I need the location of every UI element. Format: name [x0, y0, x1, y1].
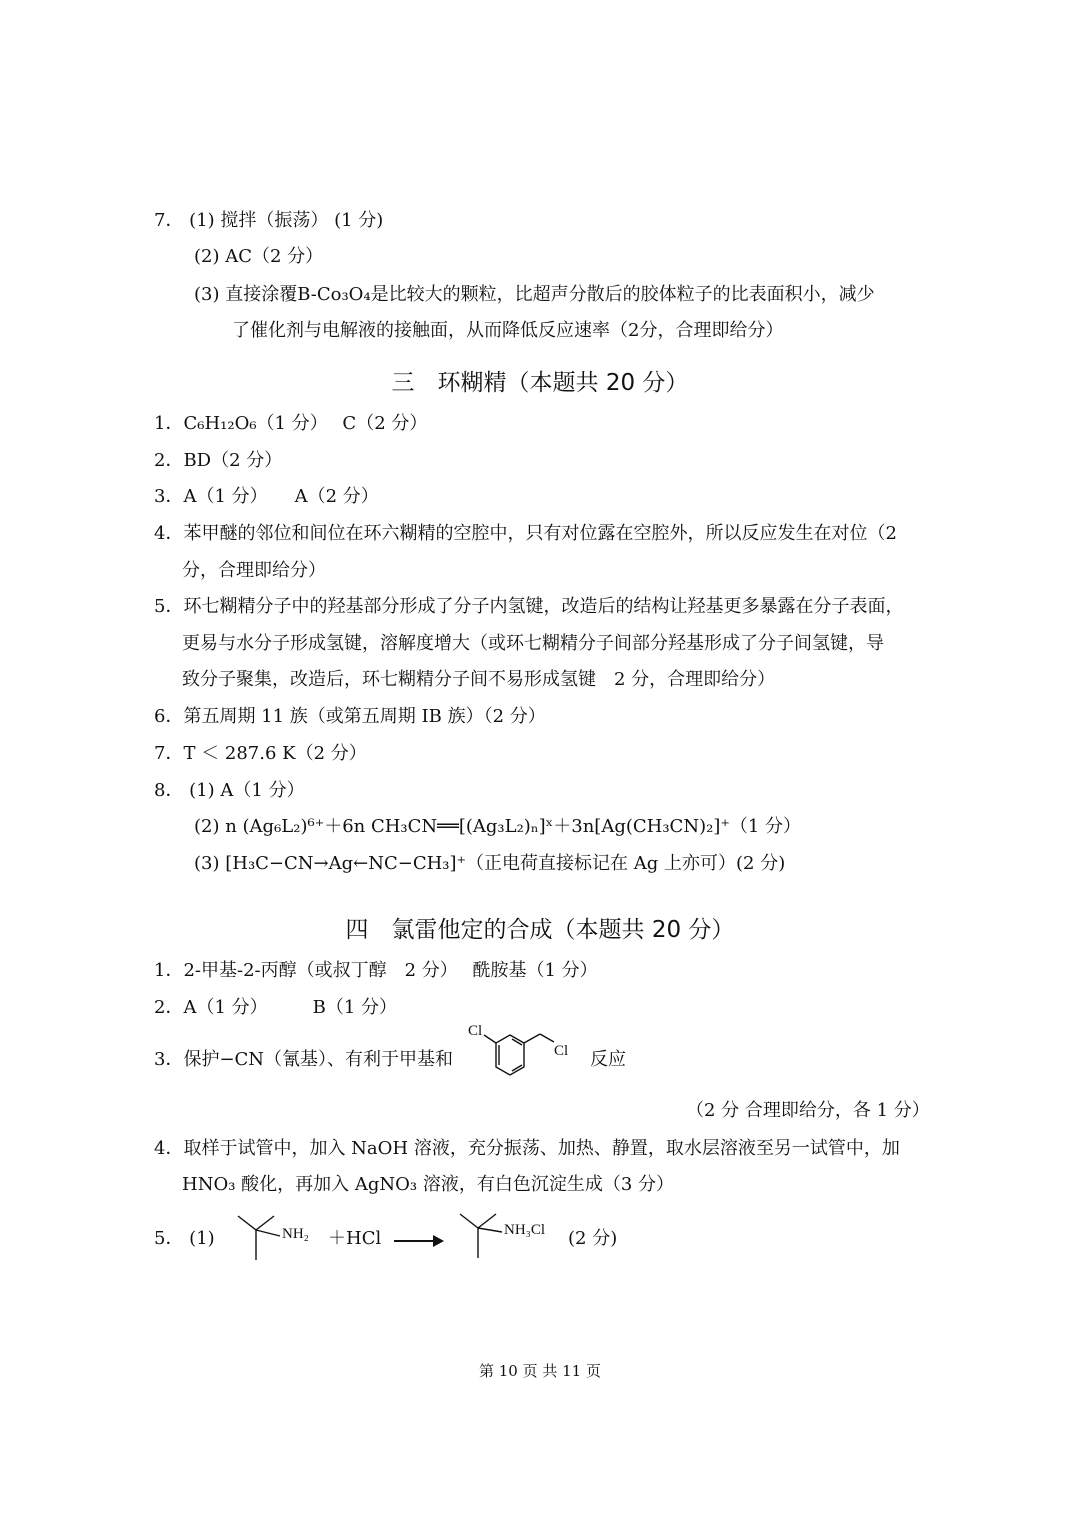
- q7-line-3: (3) 直接涂覆B-Co₃O₄是比较大的颗粒，比超声分散后的胶体粒子的比表面积小，减少: [194, 284, 875, 305]
- section-4-title: 四 氯雷他定的合成（本题共 20 分）: [345, 917, 735, 943]
- s4-line-6-label: 5． (1): [154, 1228, 215, 1249]
- s4-line-2: 2．A（1 分） B（1 分）: [154, 997, 398, 1018]
- s4-line-3-text: 3．保护−CN（氰基）、有利于甲基和: [154, 1049, 454, 1070]
- s4-line-6-hcl: ＋HCl: [328, 1228, 382, 1249]
- s3-line-9: 6．第五周期 11 族（或第五周期 IB 族）（2 分）: [154, 706, 546, 727]
- cl-label-ring: Cl: [468, 1023, 483, 1039]
- cl-label-benzyl: Cl: [554, 1043, 569, 1059]
- s4-line-3-suffix: 反应: [590, 1049, 626, 1070]
- tert-butylammonium-chloride-structure: [452, 1202, 562, 1266]
- nh3cl-label: NH₃Cl: [504, 1222, 546, 1238]
- s3-line-5: 分，合理即给分）: [182, 560, 326, 581]
- reaction-arrow: [394, 1240, 442, 1242]
- page-footer: 第 10 页 共 11 页: [478, 1362, 601, 1380]
- chlorobenzyl-chloride-structure: [468, 1025, 598, 1089]
- s3-line-13: (3) [H₃C−CN→Ag←NC−CH₃]⁺（正电荷直接标记在 Ag 上亦可）(2 分): [194, 853, 786, 874]
- nh2-label: NH₂: [282, 1226, 309, 1242]
- s4-line-4: 4．取样于试管中，加入 NaOH 溶液，充分振荡、加热、静置，取水层溶液至另一试管中，加: [154, 1138, 900, 1159]
- s4-line-3-score: （2 分 合理即给分，各 1 分）: [686, 1100, 930, 1121]
- q7-line-2: (2) AC（2 分）: [194, 246, 324, 267]
- q7-line-4: 了催化剂与电解液的接触面，从而降低反应速率（2分，合理即给分）: [232, 320, 784, 341]
- tert-butylamine-structure: [230, 1204, 320, 1268]
- s3-line-3: 3．A（1 分） A（2 分）: [154, 486, 379, 507]
- s3-line-11: 8． (1) A（1 分）: [154, 780, 305, 801]
- s3-line-12: (2) n (Ag₆L₂)⁶⁺＋6n CH₃CN══[(Ag₃L₂)ₙ]ˣ＋3n[Ag(CH₃CN)₂]⁺（1 分）: [194, 816, 802, 837]
- s4-line-6-score: (2 分): [568, 1228, 618, 1249]
- s3-line-8: 致分子聚集，改造后，环七糊精分子间不易形成氢键 2 分，合理即给分）: [182, 669, 776, 690]
- s4-line-5: HNO₃ 酸化，再加入 AgNO₃ 溶液，有白色沉淀生成（3 分）: [182, 1174, 675, 1195]
- s3-line-6: 5．环七糊精分子中的羟基部分形成了分子内氢键，改造后的结构让羟基更多暴露在分子表面，: [154, 596, 904, 617]
- s3-line-7: 更易与水分子形成氢键，溶解度增大（或环七糊精分子间部分羟基形成了分子间氢键，导: [182, 633, 884, 654]
- s3-line-4: 4．苯甲醚的邻位和间位在环六糊精的空腔中，只有对位露在空腔外，所以反应发生在对位（2: [154, 523, 897, 544]
- section-3-title: 三 环糊精（本题共 20 分）: [391, 370, 689, 396]
- s3-line-1: 1．C₆H₁₂O₆（1 分） C（2 分）: [154, 413, 428, 434]
- q7-line-1: 7． (1) 搅拌（振荡） (1 分): [154, 210, 384, 231]
- s3-line-2: 2．BD（2 分）: [154, 450, 283, 471]
- s4-line-1: 1．2-甲基-2-丙醇（或叔丁醇 2 分） 酰胺基（1 分）: [154, 960, 598, 981]
- s3-line-10: 7．T ＜ 287.6 K（2 分）: [154, 743, 367, 764]
